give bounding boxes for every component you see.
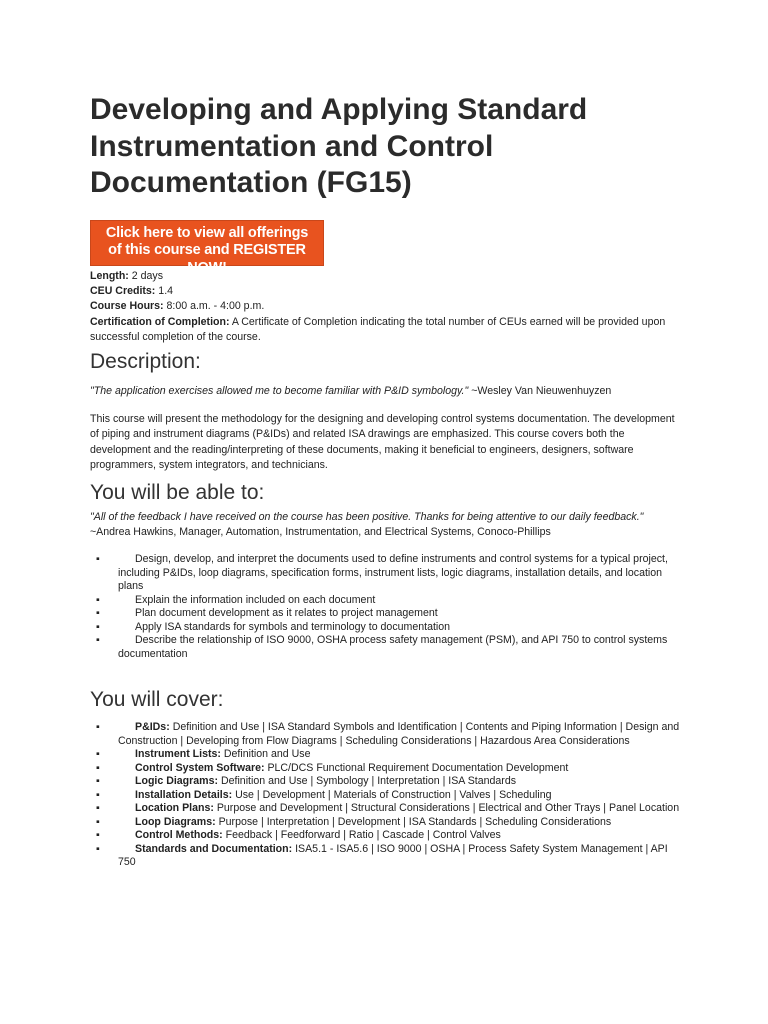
cover-item-text: Purpose and Development | Structural Considerations | Electrical and Other Trays | Panel Location bbox=[216, 802, 680, 815]
list-item bbox=[90, 721, 680, 748]
bullet-icon: ▪ bbox=[96, 620, 100, 633]
cover-item-label: Logic Diagrams: bbox=[135, 775, 219, 788]
cover-item-text: Definition and Use | ISA Standard Symbols and Identification | Contents and Piping Information | Design and Construction | Developing from Flow Diagrams | Scheduling Considerations | Hazardous Area Considerations bbox=[118, 721, 680, 747]
able-heading: You will be able to: bbox=[90, 480, 265, 504]
fact-length bbox=[90, 269, 680, 284]
hours-value: 8:00 a.m. - 4:00 p.m. bbox=[166, 300, 265, 313]
description-testimonial bbox=[90, 384, 680, 399]
able-item-text: Describe the relationship of ISO 9000, OSHA process safety management (PSM), and API 750 to control systems documentation bbox=[118, 634, 668, 660]
list-item bbox=[90, 816, 680, 830]
able-item-text: Design, develop, and interpret the documents used to define instruments and control systems for a typical project, including P&IDs, loop diagrams, specification forms, instrument lists, logic diagrams, installation details, and location plans bbox=[118, 553, 668, 593]
cover-item-text: Use | Development | Materials of Construction | Valves | Scheduling bbox=[235, 788, 552, 801]
list-item bbox=[90, 789, 680, 803]
cover-item-text: Definition and Use bbox=[223, 748, 311, 761]
fact-certification bbox=[90, 315, 680, 346]
list-item bbox=[90, 843, 680, 870]
list-item bbox=[90, 762, 680, 776]
bullet-icon: ▪ bbox=[96, 788, 100, 801]
description-heading: Description: bbox=[90, 349, 201, 373]
cover-item-label: Instrument Lists: bbox=[135, 748, 221, 761]
description-quote-author: ~Wesley Van Nieuwenhuyzen bbox=[471, 384, 612, 397]
course-facts bbox=[90, 269, 680, 346]
fact-ceu bbox=[90, 284, 680, 299]
cert-value: A Certificate of Completion indicating the total number of CEUs earned will be provided upon successful completion of the course. bbox=[90, 315, 666, 344]
able-testimonial bbox=[90, 510, 680, 541]
cover-item-text: Definition and Use | Symbology | Interpretation | ISA Standards bbox=[220, 775, 517, 788]
list-item bbox=[90, 829, 680, 843]
length-label: Length: bbox=[90, 269, 129, 282]
list-item bbox=[90, 607, 680, 621]
cover-item-text: Purpose | Interpretation | Development | ISA Standards | Scheduling Considerations bbox=[218, 815, 612, 828]
bullet-icon: ▪ bbox=[96, 802, 100, 815]
register-button-line1: Click here to view all offerings bbox=[105, 224, 309, 241]
ceu-value: 1.4 bbox=[158, 284, 174, 297]
page-title: Developing and Applying Standard Instrumentation and Control Documentation (FG15) bbox=[90, 93, 588, 199]
fact-hours bbox=[90, 299, 680, 314]
cert-label: Certification of Completion: bbox=[90, 315, 230, 328]
list-item bbox=[90, 594, 680, 608]
description-body: This course will present the methodology for the designing and developing control systems documentation. The development of piping and instrument diagrams (P&IDs) and related ISA drawings are emphasized. This course covers both the development and the reading/interpreting of these documents, making it beneficial to engineers, designers, software programmers, system integrators, and technicians. bbox=[90, 412, 675, 472]
bullet-icon: ▪ bbox=[96, 815, 100, 828]
list-item bbox=[90, 634, 680, 661]
cover-list bbox=[90, 721, 680, 870]
bullet-icon: ▪ bbox=[96, 593, 100, 606]
cover-item-label: Control System Software: bbox=[135, 761, 265, 774]
able-item-text: Apply ISA standards for symbols and terminology to documentation bbox=[135, 620, 451, 633]
list-item bbox=[90, 775, 680, 789]
length-value: 2 days bbox=[131, 269, 164, 282]
bullet-icon: ▪ bbox=[96, 607, 100, 620]
bullet-icon: ▪ bbox=[96, 553, 100, 566]
list-item bbox=[90, 802, 680, 816]
able-item-text: Plan document development as it relates to project management bbox=[135, 607, 438, 620]
list-item bbox=[90, 553, 680, 594]
hours-label: Course Hours: bbox=[90, 300, 164, 313]
bullet-icon: ▪ bbox=[96, 775, 100, 788]
able-quote-author: ~Andrea Hawkins, Manager, Automation, Instrumentation, and Electrical Systems, Conoco-Phillips bbox=[90, 525, 551, 538]
list-item bbox=[90, 621, 680, 635]
cover-item-text: PLC/DCS Functional Requirement Documentation Development bbox=[267, 761, 569, 774]
list-item bbox=[90, 748, 680, 762]
cover-item-text: ISA5.1 - ISA5.6 | ISO 9000 | OSHA | Process Safety System Management | API 750 bbox=[118, 842, 668, 869]
cover-item-label: Location Plans: bbox=[135, 802, 214, 815]
able-item-text: Explain the information included on each document bbox=[135, 593, 376, 606]
cover-item-text: Feedback | Feedforward | Ratio | Cascade | Control Valves bbox=[225, 829, 501, 842]
cover-item-label: Loop Diagrams: bbox=[135, 815, 216, 828]
bullet-icon: ▪ bbox=[96, 721, 100, 734]
cover-item-label: P&IDs: bbox=[135, 721, 170, 734]
main-content bbox=[90, 92, 680, 870]
cover-item-label: Installation Details: bbox=[135, 788, 233, 801]
cover-item-label: Control Methods: bbox=[135, 829, 223, 842]
able-quote: "All of the feedback I have received on the course has been positive. Thanks for being attentive to our daily feedback." bbox=[90, 510, 644, 523]
register-button-line2: of this course and REGISTER NOW! bbox=[108, 242, 306, 276]
ceu-label: CEU Credits: bbox=[90, 284, 156, 297]
bullet-icon: ▪ bbox=[96, 761, 100, 774]
cover-item-label: Standards and Documentation: bbox=[135, 842, 293, 855]
bullet-icon: ▪ bbox=[96, 748, 100, 761]
bullet-icon: ▪ bbox=[96, 634, 100, 647]
cover-heading: You will cover: bbox=[90, 688, 224, 712]
able-list bbox=[90, 553, 680, 661]
bullet-icon: ▪ bbox=[96, 829, 100, 842]
bullet-icon: ▪ bbox=[96, 842, 100, 855]
description-quote: "The application exercises allowed me to become familiar with P&ID symbology." bbox=[90, 384, 469, 397]
